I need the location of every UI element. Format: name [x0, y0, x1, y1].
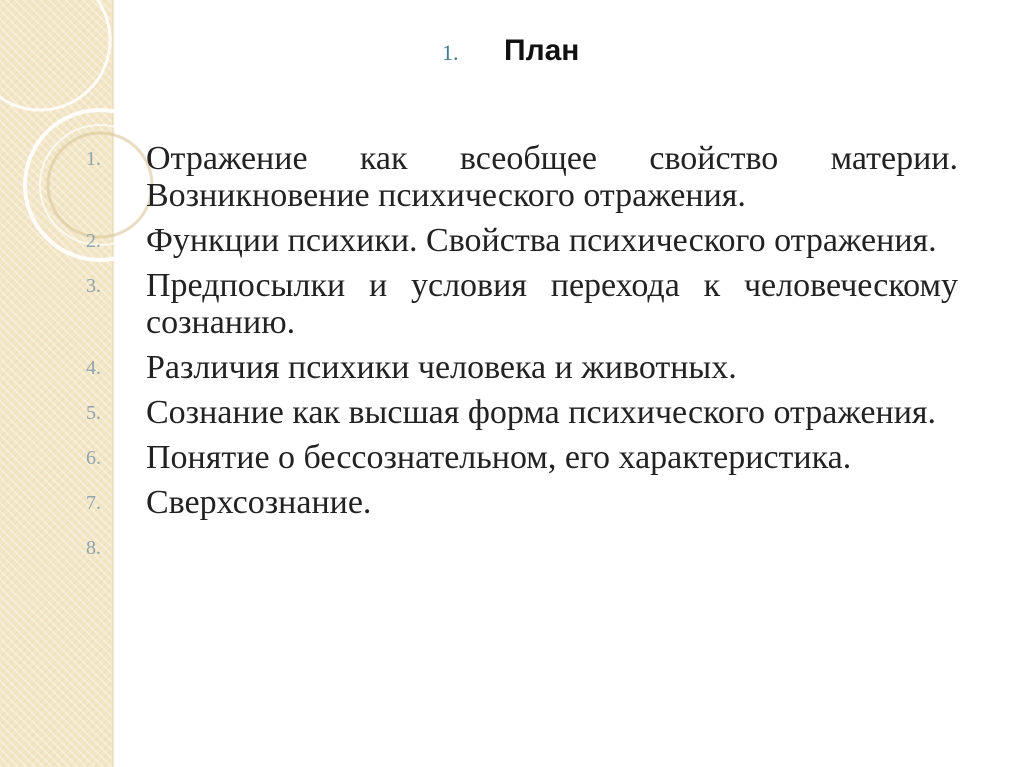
list-item-number: 8. [86, 537, 101, 559]
list-item-text: Отражение как всеобщее свойство материи. Возникновение психического отражения. [146, 140, 958, 214]
list-item [86, 394, 958, 431]
list-item-number: 4. [86, 357, 101, 379]
plan-list [86, 140, 958, 574]
list-item-number: 5. [86, 402, 101, 424]
list-item [86, 349, 958, 386]
list-item-text: Сверхсознание. [146, 484, 372, 521]
list-item-text: Функции психики. Свойства психического отражения. [146, 222, 937, 259]
list-item-text: Различия психики человека и животных. [146, 349, 737, 386]
list-item [86, 267, 958, 341]
list-item-number: 7. [86, 492, 101, 514]
title-number: 1. [442, 40, 459, 65]
slide-title: План [504, 34, 580, 67]
list-item [86, 140, 958, 214]
list-item-text: Предпосылки и условия перехода к человеческому сознанию. [146, 267, 958, 341]
list-item-text: Понятие о бессознательном, его характеристика. [146, 439, 852, 476]
list-item-text: Сознание как высшая форма психического отражения. [146, 394, 937, 431]
list-item [86, 222, 958, 259]
list-item-number: 1. [86, 148, 101, 170]
list-item-number: 3. [86, 275, 101, 297]
slide-title-row [442, 34, 579, 74]
list-item-number: 6. [86, 447, 101, 469]
list-item [86, 529, 958, 566]
list-item [86, 439, 958, 476]
list-item [86, 484, 958, 521]
list-item-number: 2. [86, 230, 101, 252]
